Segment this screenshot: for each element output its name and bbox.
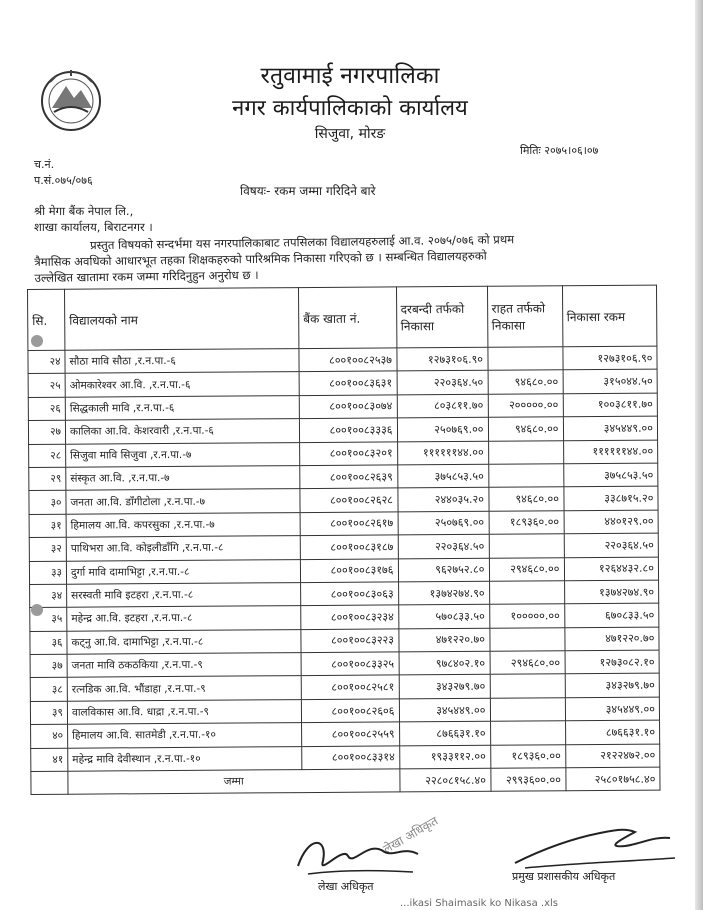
chief-officer-label: प्रमुख प्रशासकीय अधिकृत: [512, 870, 616, 883]
row-nikasa: १००३८११.७०: [563, 393, 658, 417]
page-edge-shadow: [695, 0, 703, 910]
total-darbandi: २२८०८१५८.४०: [399, 768, 490, 792]
letter-number: प.सं.०७५/०७६: [34, 174, 93, 187]
office-name: रतुवामाई नगरपालिका: [260, 63, 440, 89]
row-rahat: [490, 674, 565, 698]
row-nikasa: १२६४४३२.८०: [564, 557, 659, 581]
addressee-branch: शाखा कार्यालय, बिराटनगर ।: [34, 220, 153, 234]
row-serial: ३२: [29, 537, 66, 561]
row-nikasa: १२७३०८२.१०: [565, 650, 660, 674]
row-serial: ३७: [30, 654, 67, 678]
row-account-number: ८००१००८२५३७: [299, 348, 397, 372]
row-nikasa: ३१५०४४.५०: [563, 369, 658, 393]
letter-date: मितिः २०७५।०६।०७: [520, 144, 599, 157]
row-nikasa: २२०३६४.५०: [564, 533, 659, 557]
addressee-bank: श्री मेगा बैंक नेपाल लि.,: [34, 204, 134, 218]
row-serial: २८: [29, 444, 66, 468]
row-nikasa: ४४०१२९.००: [564, 510, 659, 534]
row-serial: ४०: [31, 724, 68, 748]
total-row: [31, 767, 660, 795]
accountant-label: लेखा अधिकृत: [318, 880, 374, 893]
row-school-name: कट्नु आ.वि. दामाभिट्टा ,र.न.पा.-८: [67, 629, 301, 654]
row-school-name: रत्नडिक आ.वि. भौंडाहा ,र.न.पा.-९: [67, 676, 301, 701]
body-line: प्रस्तुत विषयको सन्दर्भमा यस नगरपालिकाबाट तपसिलका विद्यालयहरुलाई आ.व. २०७५/०७६ को प्रथम: [90, 232, 515, 253]
row-account-number: ८००१००८३३२५: [301, 652, 399, 676]
row-account-number: ८००१००८३२३४: [301, 605, 399, 629]
stamp-text: लेखा अधिकृत: [380, 813, 441, 857]
row-serial: २५: [28, 374, 65, 398]
row-darbandi: ५७०८३३.५०: [398, 605, 489, 629]
row-serial: ३१: [29, 514, 66, 538]
file-name-footer: ...ikasi Shaimasik ko Nikasa .xls: [400, 898, 558, 909]
row-darbandi: ३७५८५३.५०: [397, 464, 488, 488]
row-school-name: सिद्धकाली मावि ,र.न.पा.-६: [65, 395, 299, 420]
office-location: सिजुवा, मोरङ: [314, 126, 386, 142]
row-darbandi: ३४३२७९.७०: [399, 675, 490, 699]
row-nikasa: १३७४२७४.९०: [564, 580, 659, 604]
row-account-number: ८००१००८३२२३: [301, 629, 399, 653]
row-rahat: [489, 581, 564, 605]
table-header-row: [28, 285, 657, 350]
punch-hole: [31, 335, 43, 347]
body-line: उल्लेखित खातामा रकम जम्मा गरिदिनुहुन अनुरोध छ ।: [34, 267, 259, 285]
row-account-number: ८००१००८२५८१: [301, 675, 399, 699]
row-school-name: जनता आ.वि. डाँगीटोला ,र.न.पा.-७: [66, 489, 300, 514]
row-rahat: २९४६८०.००: [490, 651, 565, 675]
row-school-name: महेन्द्र आ.वि. इटहरा ,र.न.पा.-८: [67, 606, 301, 631]
header-darbandi: दरबन्दी तर्फको निकासा: [396, 286, 487, 348]
row-rahat: [488, 440, 563, 464]
total-empty-cell: [31, 771, 68, 795]
row-nikasa: ३४५४४९.००: [565, 697, 660, 721]
body-line: त्रैमासिक अवधिको आधारभूत तहका शिक्षकहरुको पारिश्रमिक निकासा गरिएको छ । सम्बन्धित विद्यालयहरुको: [34, 248, 487, 269]
row-account-number: ८००१००८३०७४: [299, 395, 397, 419]
row-serial: ३५: [30, 608, 67, 632]
row-serial: ३६: [30, 631, 67, 655]
row-nikasa: ४७१२२०.७०: [564, 627, 659, 651]
row-rahat: ९४६८०.००: [488, 487, 563, 511]
row-rahat: २०००००.००: [488, 394, 563, 418]
row-account-number: ८००१००८२६३९: [300, 465, 398, 489]
row-nikasa: ३४३२७९.७०: [565, 674, 660, 698]
letter-body: [34, 229, 657, 286]
row-nikasa: ८७६६३१.१०: [565, 720, 660, 744]
row-school-name: सरस्वती मावि इटहरा ,र.न.पा.-८: [67, 583, 301, 608]
row-rahat: ९४६८०.००: [488, 370, 563, 394]
row-nikasa: १२७३१०६.९०: [562, 346, 657, 370]
row-school-name: हिमालय आ.वि. सातमेडी ,र.न.पा.-१०: [68, 723, 302, 748]
row-nikasa: ३७५८५३.५०: [563, 463, 658, 487]
row-serial: ३४: [30, 584, 67, 608]
row-darbandi: ९७८४०२.१०: [399, 651, 490, 675]
row-school-name: ओमकारेश्वर आ.वि. ,र.न.पा.-६: [65, 372, 299, 397]
row-rahat: २९४६८०.००: [489, 557, 564, 581]
row-serial: २४: [28, 350, 65, 374]
row-serial: ३०: [29, 491, 66, 515]
row-serial: २६: [28, 397, 65, 421]
row-nikasa: ३४५४४९.००: [563, 416, 658, 440]
row-school-name: महेन्द्र मावि देवीस्थान ,र.न.पा.-१०: [68, 746, 302, 771]
row-rahat: [490, 698, 565, 722]
header-account-number: बैंक खाता नं.: [298, 287, 396, 349]
row-account-number: ८००१००८२५५९: [302, 722, 400, 746]
row-serial: ४१: [31, 748, 68, 772]
total-nikasa: २५८०१७५८.४०: [565, 767, 660, 791]
row-school-name: सिजुवा मावि सिजुवा ,र.न.पा.-७: [66, 442, 300, 467]
dispatch-number-label: च.नं.: [34, 158, 55, 171]
row-nikasa: ६७०८३३.५०: [564, 603, 659, 627]
row-school-name: हिमालय आ.वि. कपरसुका ,र.न.पा.-७: [66, 512, 300, 537]
row-rahat: [488, 464, 563, 488]
row-rahat: १८९३६०.००: [489, 510, 564, 534]
row-darbandi: १९३३११२.००: [399, 745, 490, 769]
row-nikasa: ११११११४४.००: [563, 440, 658, 464]
row-darbandi: ८०३८११.७०: [397, 394, 488, 418]
row-school-name: कालिका आ.वि. केशरवारी ,र.न.पा.-६: [65, 419, 299, 444]
row-school-name: पाथिभरा आ.वि. कोइलीडाँगि ,र.न.पा.-८: [66, 536, 300, 561]
row-rahat: १८९३६०.००: [490, 744, 565, 768]
total-rahat: २९९३६००.००: [490, 768, 565, 792]
row-nikasa: ३३८७१५.२०: [563, 486, 658, 510]
row-nikasa: २१२२४७२.००: [565, 744, 660, 768]
row-account-number: ८००१००८२६१७: [300, 512, 398, 536]
row-rahat: [487, 347, 562, 371]
header-school-name: विद्यालयको नाम: [65, 288, 299, 351]
letter-subject: विषयः- रकम जम्मा गरिदिने बारे: [240, 184, 376, 198]
row-serial: २७: [28, 420, 65, 444]
row-darbandi: २५०७६९.००: [398, 511, 489, 535]
row-account-number: ८००१००८२६०६: [301, 699, 399, 723]
row-darbandi: २२०३६४.५०: [398, 534, 489, 558]
municipality-emblem-icon: [36, 68, 106, 134]
row-rahat: ९४६८०.००: [488, 417, 563, 441]
row-account-number: ८००१००८३१८७: [300, 535, 398, 559]
row-school-name: वालविकास आ.वि. धाद्रा ,र.न.पा.-९: [67, 699, 301, 724]
row-account-number: ८००१००८३२०१: [300, 441, 398, 465]
row-darbandi: ४७१२२०.७०: [398, 628, 489, 652]
row-serial: ३८: [30, 678, 67, 702]
row-rahat: [489, 534, 564, 558]
row-serial: ३३: [29, 561, 66, 585]
row-account-number: ८००१००८३३१४: [302, 746, 400, 770]
header-nikasa: निकासा रकम: [562, 285, 657, 347]
row-darbandi: १२७३१०६.९०: [396, 347, 487, 371]
row-account-number: ८००१००८३३३६: [299, 418, 397, 442]
row-account-number: ८००१००८३६३१: [299, 371, 397, 395]
row-darbandi: २४४०३५.२०: [397, 488, 488, 512]
row-rahat: [490, 721, 565, 745]
row-school-name: संस्कृत आ.वि. ,र.न.पा.-७: [66, 466, 300, 491]
row-serial: २९: [29, 467, 66, 491]
row-darbandi: १३७४२७४.९०: [398, 581, 489, 605]
row-school-name: सौठा मावि सौठा ,र.न.पा.-६: [65, 349, 299, 374]
header-rahat: राहत तर्फको निकासा: [487, 286, 562, 348]
header-serial: सि.: [28, 289, 65, 350]
disbursement-table: [27, 285, 661, 796]
row-darbandi: ३४५४४९.००: [399, 698, 490, 722]
total-label: जम्मा: [68, 769, 400, 795]
row-serial: ३९: [30, 701, 67, 725]
row-account-number: ८००१००८२६२८: [300, 488, 398, 512]
row-darbandi: २२०३६४.५०: [397, 371, 488, 395]
punch-hole: [31, 604, 43, 616]
office-subtitle: नगर कार्यपालिकाको कार्यालय: [232, 96, 468, 121]
row-darbandi: २५०७६९.००: [397, 417, 488, 441]
row-darbandi: ९६२७५२.८०: [398, 558, 489, 582]
row-rahat: १०००००.००: [489, 604, 564, 628]
row-account-number: ८००१००८३०६३: [301, 582, 399, 606]
row-darbandi: ११११११४४.००: [397, 441, 488, 465]
row-school-name: दुर्गा मावि दामाभिट्टा ,र.न.पा.-८: [66, 559, 300, 584]
row-rahat: [489, 627, 564, 651]
row-account-number: ८००१००८३१७६: [300, 558, 398, 582]
row-darbandi: ८७६६३१.१०: [399, 722, 490, 746]
row-school-name: जनता मावि ठकठकिया ,र.न.पा.-९: [67, 653, 301, 678]
